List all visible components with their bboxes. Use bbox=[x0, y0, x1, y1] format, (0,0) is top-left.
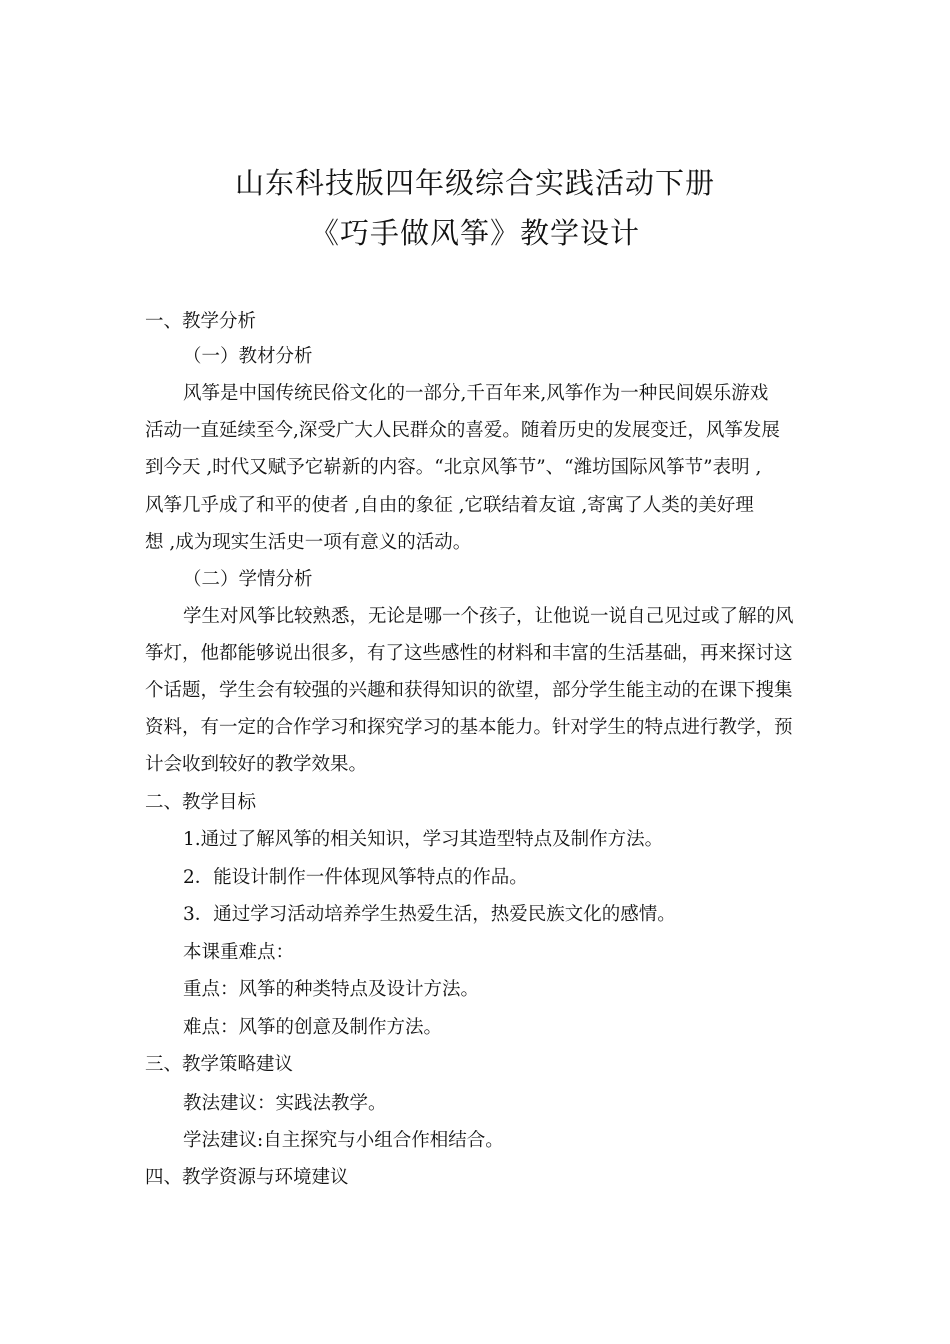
paragraph-line: 到今天 ,时代又赋予它崭新的内容。“北京风筝节”、“潍坊国际风筝节”表明 , bbox=[145, 457, 762, 478]
goal-item: 3．通过学习活动培养学生热爱生活，热爱民族文化的感情。 bbox=[183, 904, 676, 925]
paragraph-line: 风筝几乎成了和平的使者 ,自由的象征 ,它联结着友谊 ,寄寓了人类的美好理 bbox=[145, 495, 754, 516]
subsection-heading-students: （二）学情分析 bbox=[183, 569, 313, 590]
section-heading-analysis: 一、教学分析 bbox=[145, 311, 257, 332]
paragraph-line: 风筝是中国传统民俗文化的一部分,千百年来,风筝作为一种民间娱乐游戏 bbox=[183, 383, 769, 404]
goal-item: 2．能设计制作一件体现风筝特点的作品。 bbox=[183, 867, 528, 888]
document-title-line2: 《巧手做风筝》教学设计 bbox=[309, 216, 640, 250]
key-point: 重点：风筝的种类特点及设计方法。 bbox=[183, 979, 480, 1000]
key-points-label: 本课重难点： bbox=[183, 942, 295, 963]
paragraph-line: 学生对风筝比较熟悉，无论是哪一个孩子，让他说一说自己见过或了解的风 bbox=[183, 606, 794, 627]
document-title-line1: 山东科技版四年级综合实践活动下册 bbox=[234, 166, 715, 200]
strategy-item: 教法建议：实践法教学。 bbox=[183, 1093, 387, 1114]
strategy-item: 学法建议:自主探究与小组合作相结合。 bbox=[183, 1130, 504, 1151]
paragraph-line: 想 ,成为现实生活史一项有意义的活动。 bbox=[145, 532, 472, 553]
paragraph-line: 个话题，学生会有较强的兴趣和获得知识的欲望，部分学生能主动的在课下搜集 bbox=[145, 680, 793, 701]
paragraph-line: 活动一直延续至今,深受广大人民群众的喜爱。随着历史的发展变迁，风筝发展 bbox=[145, 420, 780, 441]
subsection-heading-materials: （一）教材分析 bbox=[183, 346, 313, 367]
section-heading-resources: 四、教学资源与环境建议 bbox=[145, 1167, 349, 1188]
section-heading-strategy: 三、教学策略建议 bbox=[145, 1054, 294, 1075]
section-heading-goals: 二、教学目标 bbox=[145, 792, 257, 813]
paragraph-line: 资料，有一定的合作学习和探究学习的基本能力。针对学生的特点进行教学，预 bbox=[145, 717, 793, 738]
paragraph-line: 筝灯，他都能够说出很多，有了这些感性的材料和丰富的生活基础，再来探讨这 bbox=[145, 643, 793, 664]
difficult-point: 难点：风筝的创意及制作方法。 bbox=[183, 1017, 443, 1038]
paragraph-line: 计会收到较好的教学效果。 bbox=[145, 754, 368, 775]
goal-item: 1.通过了解风筝的相关知识，学习其造型特点及制作方法。 bbox=[183, 829, 664, 850]
